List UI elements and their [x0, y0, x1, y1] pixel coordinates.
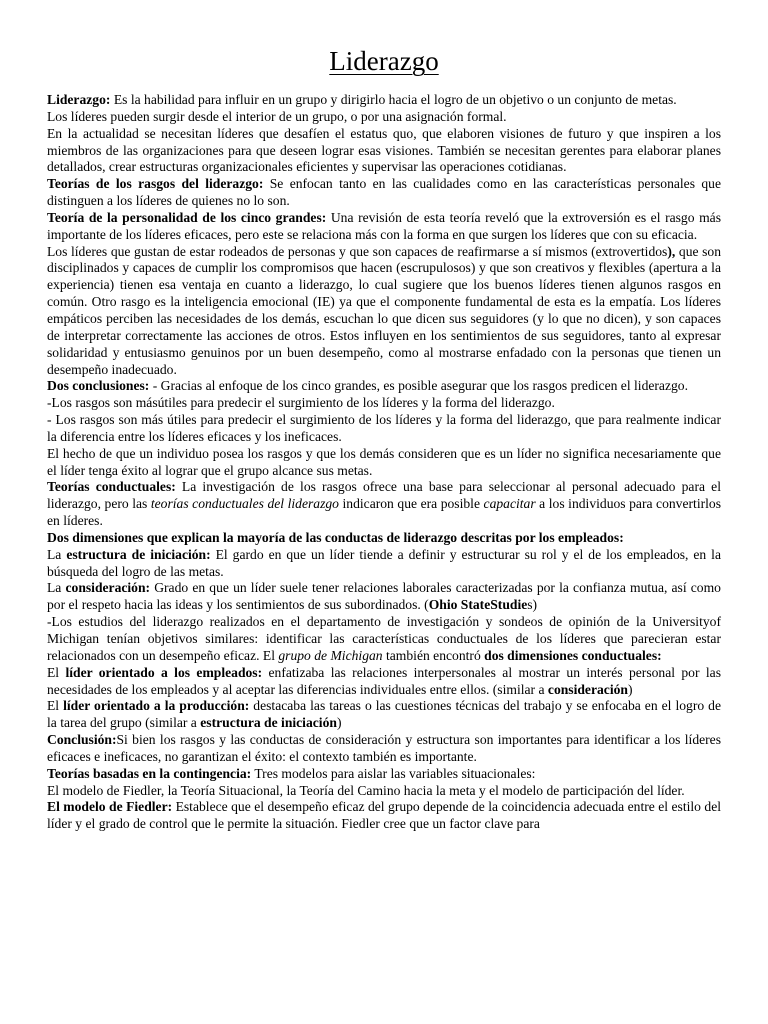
- paragraph-p3: [47, 126, 721, 177]
- bold-text: Liderazgo:: [47, 92, 111, 107]
- paragraph-p18: [47, 732, 721, 766]
- bold-text: dos dimensiones conductuales:: [484, 647, 662, 663]
- text-run: Los líderes que gustan de estar rodeados de personas y que son capaces de reafirmarse a sí mismos (extrovertidos: [47, 243, 668, 259]
- bold-text: líder orientado a la producción:: [63, 698, 250, 714]
- text-run: -Los rasgos son másútiles para predecir el surgimiento de los líderes y la forma del liderazgo.: [47, 395, 555, 411]
- bold-text: Teoría de la personalidad de los cinco grandes:: [47, 209, 327, 225]
- paragraph-p7: [47, 378, 721, 395]
- document-body: [47, 92, 721, 833]
- text-run: Se enfocan tanto en las cualidades como en las características personales que distinguen a los líderes de quienes no lo son.: [47, 176, 721, 209]
- paragraph-p4: [47, 176, 721, 210]
- text-run: El hecho de que un individuo posea los rasgos y que los demás consideren que es un líder no significa necesariamente que el líder tenga éxito al lograr que el grupo alcance sus metas.: [47, 445, 721, 478]
- paragraph-p9: [47, 412, 721, 446]
- italic-text: teorías conductuales del liderazgo: [150, 496, 339, 512]
- text-run: Grado en que un líder suele tener relaciones laborales caracterizadas por la confianza mutua, así como por el respeto hacia las ideas y los sentimientos de sus subordinados. (: [47, 580, 721, 613]
- text-run: - Los rasgos son más útiles para predecir el surgimiento de los líderes y la forma del liderazgo, que para realmente indicar la diferencia entre los líderes eficaces y los ineficaces.: [47, 412, 721, 444]
- paragraph-p16: [47, 665, 721, 699]
- text-run: La investigación de los rasgos ofrece una base para seleccionar al personal adecuado para el liderazgo, pero las: [47, 479, 721, 512]
- paragraph-p5: [47, 210, 721, 244]
- text-run: Es la habilidad para influir en un grupo y dirigirlo hacia el logro de un objetivo o un conjunto de metas.: [110, 92, 677, 107]
- bold-text: estructura de iniciación:: [66, 546, 211, 562]
- paragraph-p12: [47, 530, 721, 547]
- text-run: a los individuos para convertirlos en líderes.: [47, 496, 721, 529]
- text-run: Establece que el desempeño eficaz del grupo depende de la coincidencia adecuada entre el estilo del líder y el grado de control que le permite la situación. Fiedler cree que un factor clave para: [47, 799, 722, 832]
- text-run: ): [627, 681, 633, 697]
- text-run: ): [336, 715, 342, 731]
- paragraph-p21: [47, 799, 721, 833]
- text-run: El modelo de Fiedler, la Teoría Situacional, la Teoría del Camino hacia la meta y el modelo de participación del líder.: [47, 782, 685, 798]
- bold-text: Conclusión:: [47, 732, 117, 748]
- text-run: que son disciplinados y capaces de cumplir los compromisos que hacen (escrupulosos) y que son creativos y flexibles (apertura a la experiencia) tienen esa ventaja en cuanto a liderazgo, lo cual sugiere que los buenos líderes tienen algunos rasgos en común. Otro rasgo es la inteligencia emocional (IE) ya que el componente fundamental de esta es la empatía. Los líderes empáticos perciben las necesidades de los demás, escuchan lo que dicen sus seguidores (y lo que no dicen), y son capaces de interpretar correctamente las acciones de otros. Estos influyen en los sentimientos de sus seguidores, tanto al expresar solidaridad y entusiasmo genuinos por un buen desempeño, como al mostrarse enfadado con la personas que tienen un desempeño inadecuado.: [47, 243, 721, 377]
- bold-text: El modelo de Fiedler:: [47, 799, 173, 815]
- paragraph-p13: [47, 547, 721, 581]
- bold-text: ),: [667, 243, 676, 259]
- text-run: enfatizaba las relaciones interpersonales al mostrar un interés personal por las necesidades de los empleados y al aceptar las diferencias individuales entre ellos. (similar a: [47, 664, 721, 697]
- text-run: Los líderes pueden surgir desde el interior de un grupo, o por una asignación formal.: [47, 108, 507, 124]
- document-title: Liderazgo: [329, 46, 439, 76]
- bold-text: Teorías basadas en la contingencia:: [47, 765, 252, 781]
- text-run: La: [47, 546, 67, 562]
- paragraph-p1: [47, 92, 721, 109]
- text-run: La: [47, 580, 66, 596]
- text-run: El: [47, 698, 64, 714]
- paragraph-p15: [47, 614, 721, 665]
- bold-text: consideración:: [65, 580, 151, 596]
- paragraph-p20: [47, 783, 721, 800]
- paragraph-p2: [47, 109, 721, 126]
- bold-text: estructura de iniciación: [200, 715, 337, 731]
- text-run: El: [47, 664, 66, 680]
- bold-text: consideración: [547, 681, 628, 697]
- text-run: Tres modelos para aislar las variables situacionales:: [251, 765, 536, 781]
- text-run: El gardo en que un líder tiende a definir y estructurar su rol y el de los empleados, en la búsqueda del logro de las metas.: [47, 546, 721, 579]
- bold-text: Teorías de los rasgos del liderazgo:: [47, 176, 264, 192]
- italic-text: capacitar: [483, 496, 536, 512]
- bold-text: Ohio StateStudie: [428, 597, 528, 613]
- text-run: indicaron que era posible: [338, 496, 484, 512]
- text-run: - Gracias al enfoque de los cinco grandes, es posible asegurar que los rasgos predicen el liderazgo.: [149, 378, 688, 394]
- paragraph-p19: [47, 766, 721, 783]
- paragraph-p10: [47, 446, 721, 480]
- text-run: En la actualidad se necesitan líderes que desafíen el estatus quo, que elaboren visiones de futuro y que inspiren a los miembros de las organizaciones para que deseen lograr esas visiones. También se necesitan gerentes para elaborar planes detallados, crear estructuras organizacionales eficientes y supervisar las operaciones cotidianas.: [47, 125, 721, 175]
- italic-text: grupo de Michigan: [278, 647, 383, 663]
- paragraph-p6: [47, 244, 721, 379]
- bold-text: Dos dimensiones que explican la mayoría de las conductas de liderazgo descritas por los empleados:: [47, 529, 624, 545]
- bold-text: Teorías conductuales:: [47, 479, 176, 495]
- paragraph-p14: [47, 580, 721, 614]
- text-run: destacaba las tareas o las cuestiones técnicas del trabajo y se enfocaba en el logro de la tarea del grupo (similar a: [47, 698, 721, 731]
- text-run: también encontró: [382, 647, 485, 663]
- text-run: Si bien los rasgos y las conductas de consideración y estructura son importantes para identificar a los líderes eficaces e ineficaces, no garantizan el éxito: el contexto también es importante.: [47, 732, 721, 764]
- text-run: s): [527, 597, 538, 613]
- text-run: -Los estudios del liderazgo realizados en el departamento de investigación y sondeos de opinión de la Universityof Michigan tenían objetivos similares: identificar las características conductuales de los líderes que parecieran estar relacionados con un desempeño eficaz. El: [47, 614, 721, 663]
- paragraph-p17: [47, 698, 721, 732]
- paragraph-p11: [47, 479, 721, 530]
- bold-text: líder orientado a los empleados:: [65, 664, 263, 680]
- text-run: Una revisión de esta teoría reveló que la extroversión es el rasgo más importante de los líderes eficaces, pero este se relaciona más con la forma en que surgen los líderes que con su eficacia.: [47, 209, 721, 242]
- bold-text: Dos conclusiones:: [47, 378, 150, 394]
- paragraph-p8: [47, 395, 721, 412]
